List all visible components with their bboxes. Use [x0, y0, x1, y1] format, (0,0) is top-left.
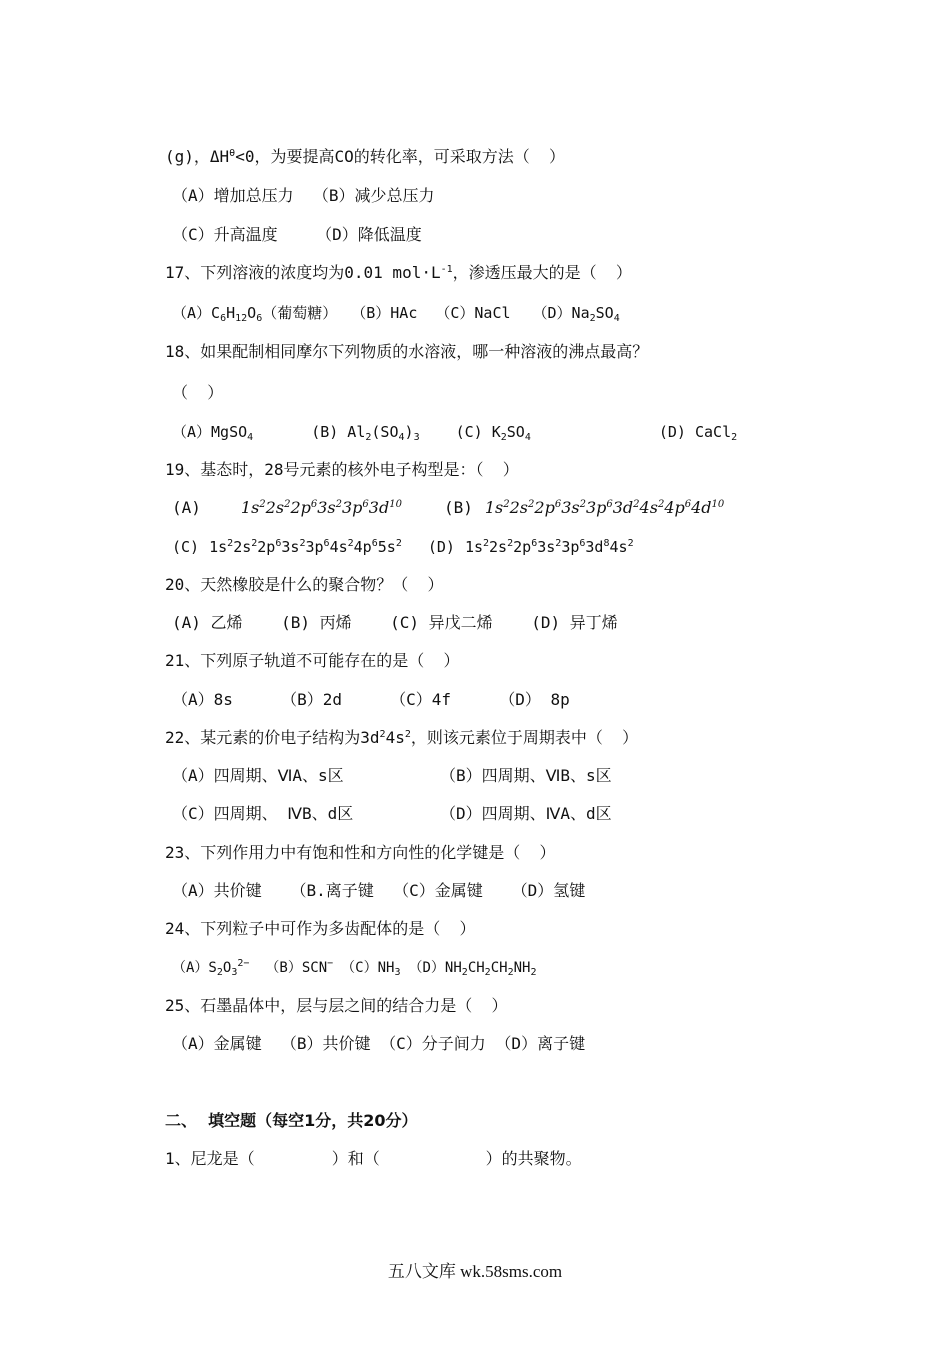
orbital: 5s [377, 538, 396, 556]
q19-option-c-config [209, 538, 402, 556]
electron-count: 6 [310, 499, 318, 510]
electron-count: 2 [299, 538, 306, 549]
orbital: 2p [513, 538, 532, 556]
q18-stem: 18、如果配制相同摩尔下列物质的水溶液，哪一种溶液的沸点最高？ [165, 342, 649, 361]
electron-count: 6 [531, 538, 538, 549]
electron-count: 10 [711, 499, 725, 510]
electron-count: 2 [657, 499, 665, 510]
electron-count: 10 [389, 499, 402, 510]
electron-count: 2 [284, 499, 291, 510]
electron-count: 2 [633, 499, 640, 510]
q22-options-1: （A）四周期、ⅥA、s区 （B）四周期、ⅥB、s区 [172, 766, 612, 785]
orbital: 3p [585, 498, 607, 517]
electron-count: 6 [554, 499, 562, 510]
q23-options: （A）共价键 （B.离子键 （C）金属键 （D）氢键 [172, 881, 586, 900]
electron-count: 2 [227, 538, 234, 549]
q19-option-b-config [485, 498, 724, 517]
q19-option-a-config [241, 498, 402, 517]
electron-count: 6 [579, 538, 586, 549]
q18-options: （A）MgSO$_4$ (B) $Al_2(SO_4)_3$ (C) $K_2SO_4$ (D) CaCl$_2$ [172, 423, 738, 443]
orbital: 1s [209, 538, 228, 556]
q21-stem: 21、下列原子轨道不可能存在的是（ ） [165, 651, 460, 670]
q19-options-ab: (A) $1s^22s^22p^63s^23p^63d^{10}$ (B) $1s^22s^22p^63s^23p^63d^24s^24p^64d^{10}$ [172, 498, 725, 517]
orbital: 2s [233, 538, 252, 556]
electron-count: 2 [259, 499, 266, 510]
orbital: 4p [353, 538, 372, 556]
electron-count: 2 [347, 538, 354, 549]
electron-count: 2 [507, 538, 514, 549]
q20-options: (A) 乙烯 (B) 丙烯 (C) 异戊二烯 (D) 异丁烯 [172, 613, 618, 632]
q16-options-2: （C）升高温度 （D）降低温度 [172, 225, 422, 244]
orbital: 2p [257, 538, 276, 556]
q23-stem: 23、下列作用力中有饱和性和方向性的化学键是（ ） [165, 843, 556, 862]
orbital: 4s [609, 538, 628, 556]
q17-stem: 17、下列溶液的浓度均为0.01 $mol\cdot L^{-1}$，渗透压最大的是（ ） [165, 263, 632, 282]
q20-stem: 20、天然橡胶是什么的聚合物？（ ） [165, 575, 444, 594]
q24-stem: 24、下列粒子中可作为多齿配体的是（ ） [165, 919, 476, 938]
q22-options-2: （C）四周期、 ⅣB、d区 （D）四周期、ⅣA、d区 [172, 804, 612, 823]
q24-options: $(A)S_2O_3^{2-}$ （B）SCN− $(C)NH_3$ $(D)NH_2CH_2CH_2NH_2$ [172, 958, 537, 978]
electron-count: 2 [555, 538, 562, 549]
electron-count: 2 [503, 499, 510, 510]
orbital: 2p [290, 498, 311, 517]
orbital: 2s [489, 538, 508, 556]
electron-count: 6 [362, 499, 369, 510]
section-2-title: 二、 填空题（每空1分，共20分） [165, 1111, 418, 1130]
electron-count: 6 [606, 499, 613, 510]
q19-options-cd: (C) $1s^22s^22p^63s^23p^64s^24p^65s^2$ (D) $1s^22s^22p^63s^23p^63d^84s^2$ [172, 538, 634, 556]
electron-count: 2 [579, 499, 586, 510]
q16-stem: (g)，$\Delta H^\theta<0$，为要提高CO的转化率，可采取方法（ ） [165, 147, 566, 166]
electron-count: 2 [251, 538, 258, 549]
electron-count: 2 [528, 499, 535, 510]
footer-watermark: 五八文库 wk.58sms.com [387, 1262, 563, 1281]
electron-count: 2 [395, 538, 402, 549]
electron-count: 6 [275, 538, 282, 549]
q25-options: （A）金属键 （B）共价键 （C）分子间力 （D）离子键 [172, 1034, 586, 1053]
q18-paren: （ ） [172, 383, 224, 402]
electron-count: 2 [627, 538, 634, 549]
orbital: 4s [329, 538, 348, 556]
q17-options: $(A)C_6H_{12}O_6$（葡萄糖） （B）HAc （C）NaCl $(D)Na_2SO_4$ [172, 304, 620, 324]
electron-count: 2 [335, 499, 342, 510]
section-2-q1: 1、尼龙是（ ）和（ ）的共聚物。 [165, 1149, 582, 1168]
orbital: 2s [265, 498, 285, 517]
q19-stem: 19、基态时，28号元素的核外电子构型是：（ ） [165, 460, 519, 479]
electron-count: 6 [684, 499, 692, 510]
orbital: 3d [368, 498, 390, 517]
electron-count: 6 [323, 538, 330, 549]
orbital: 3s [537, 538, 556, 556]
orbital: 3d [612, 498, 634, 517]
orbital: 3p [342, 498, 363, 517]
electron-count: 6 [371, 538, 378, 549]
orbital: 1s [240, 498, 260, 517]
orbital: 3p [305, 538, 324, 556]
q16-options-1: （A）增加总压力 （B）减少总压力 [172, 186, 435, 205]
electron-count: 8 [603, 538, 610, 549]
orbital: 4p [664, 498, 685, 517]
orbital: 3p [561, 538, 580, 556]
q19-option-d-config [465, 538, 634, 556]
orbital: 2s [509, 498, 529, 517]
orbital: 4d [691, 498, 712, 517]
orbital: 3s [281, 538, 300, 556]
orbital: 1s [464, 538, 483, 556]
q22-stem: 22、某元素的价电子结构为$3d^24s^2$，则该元素位于周期表中（ ） [165, 728, 639, 747]
orbital: 1s [484, 498, 504, 517]
orbital: 3d [585, 538, 604, 556]
orbital: 3s [317, 498, 336, 517]
q25-stem: 25、石墨晶体中，层与层之间的结合力是（ ） [165, 996, 508, 1015]
orbital: 3s [561, 498, 580, 517]
orbital: 2p [534, 498, 555, 517]
electron-count: 2 [483, 538, 490, 549]
q21-options: （A）8s （B）2d （C）4f （D） 8p [172, 690, 570, 709]
orbital: 4s [639, 498, 658, 517]
